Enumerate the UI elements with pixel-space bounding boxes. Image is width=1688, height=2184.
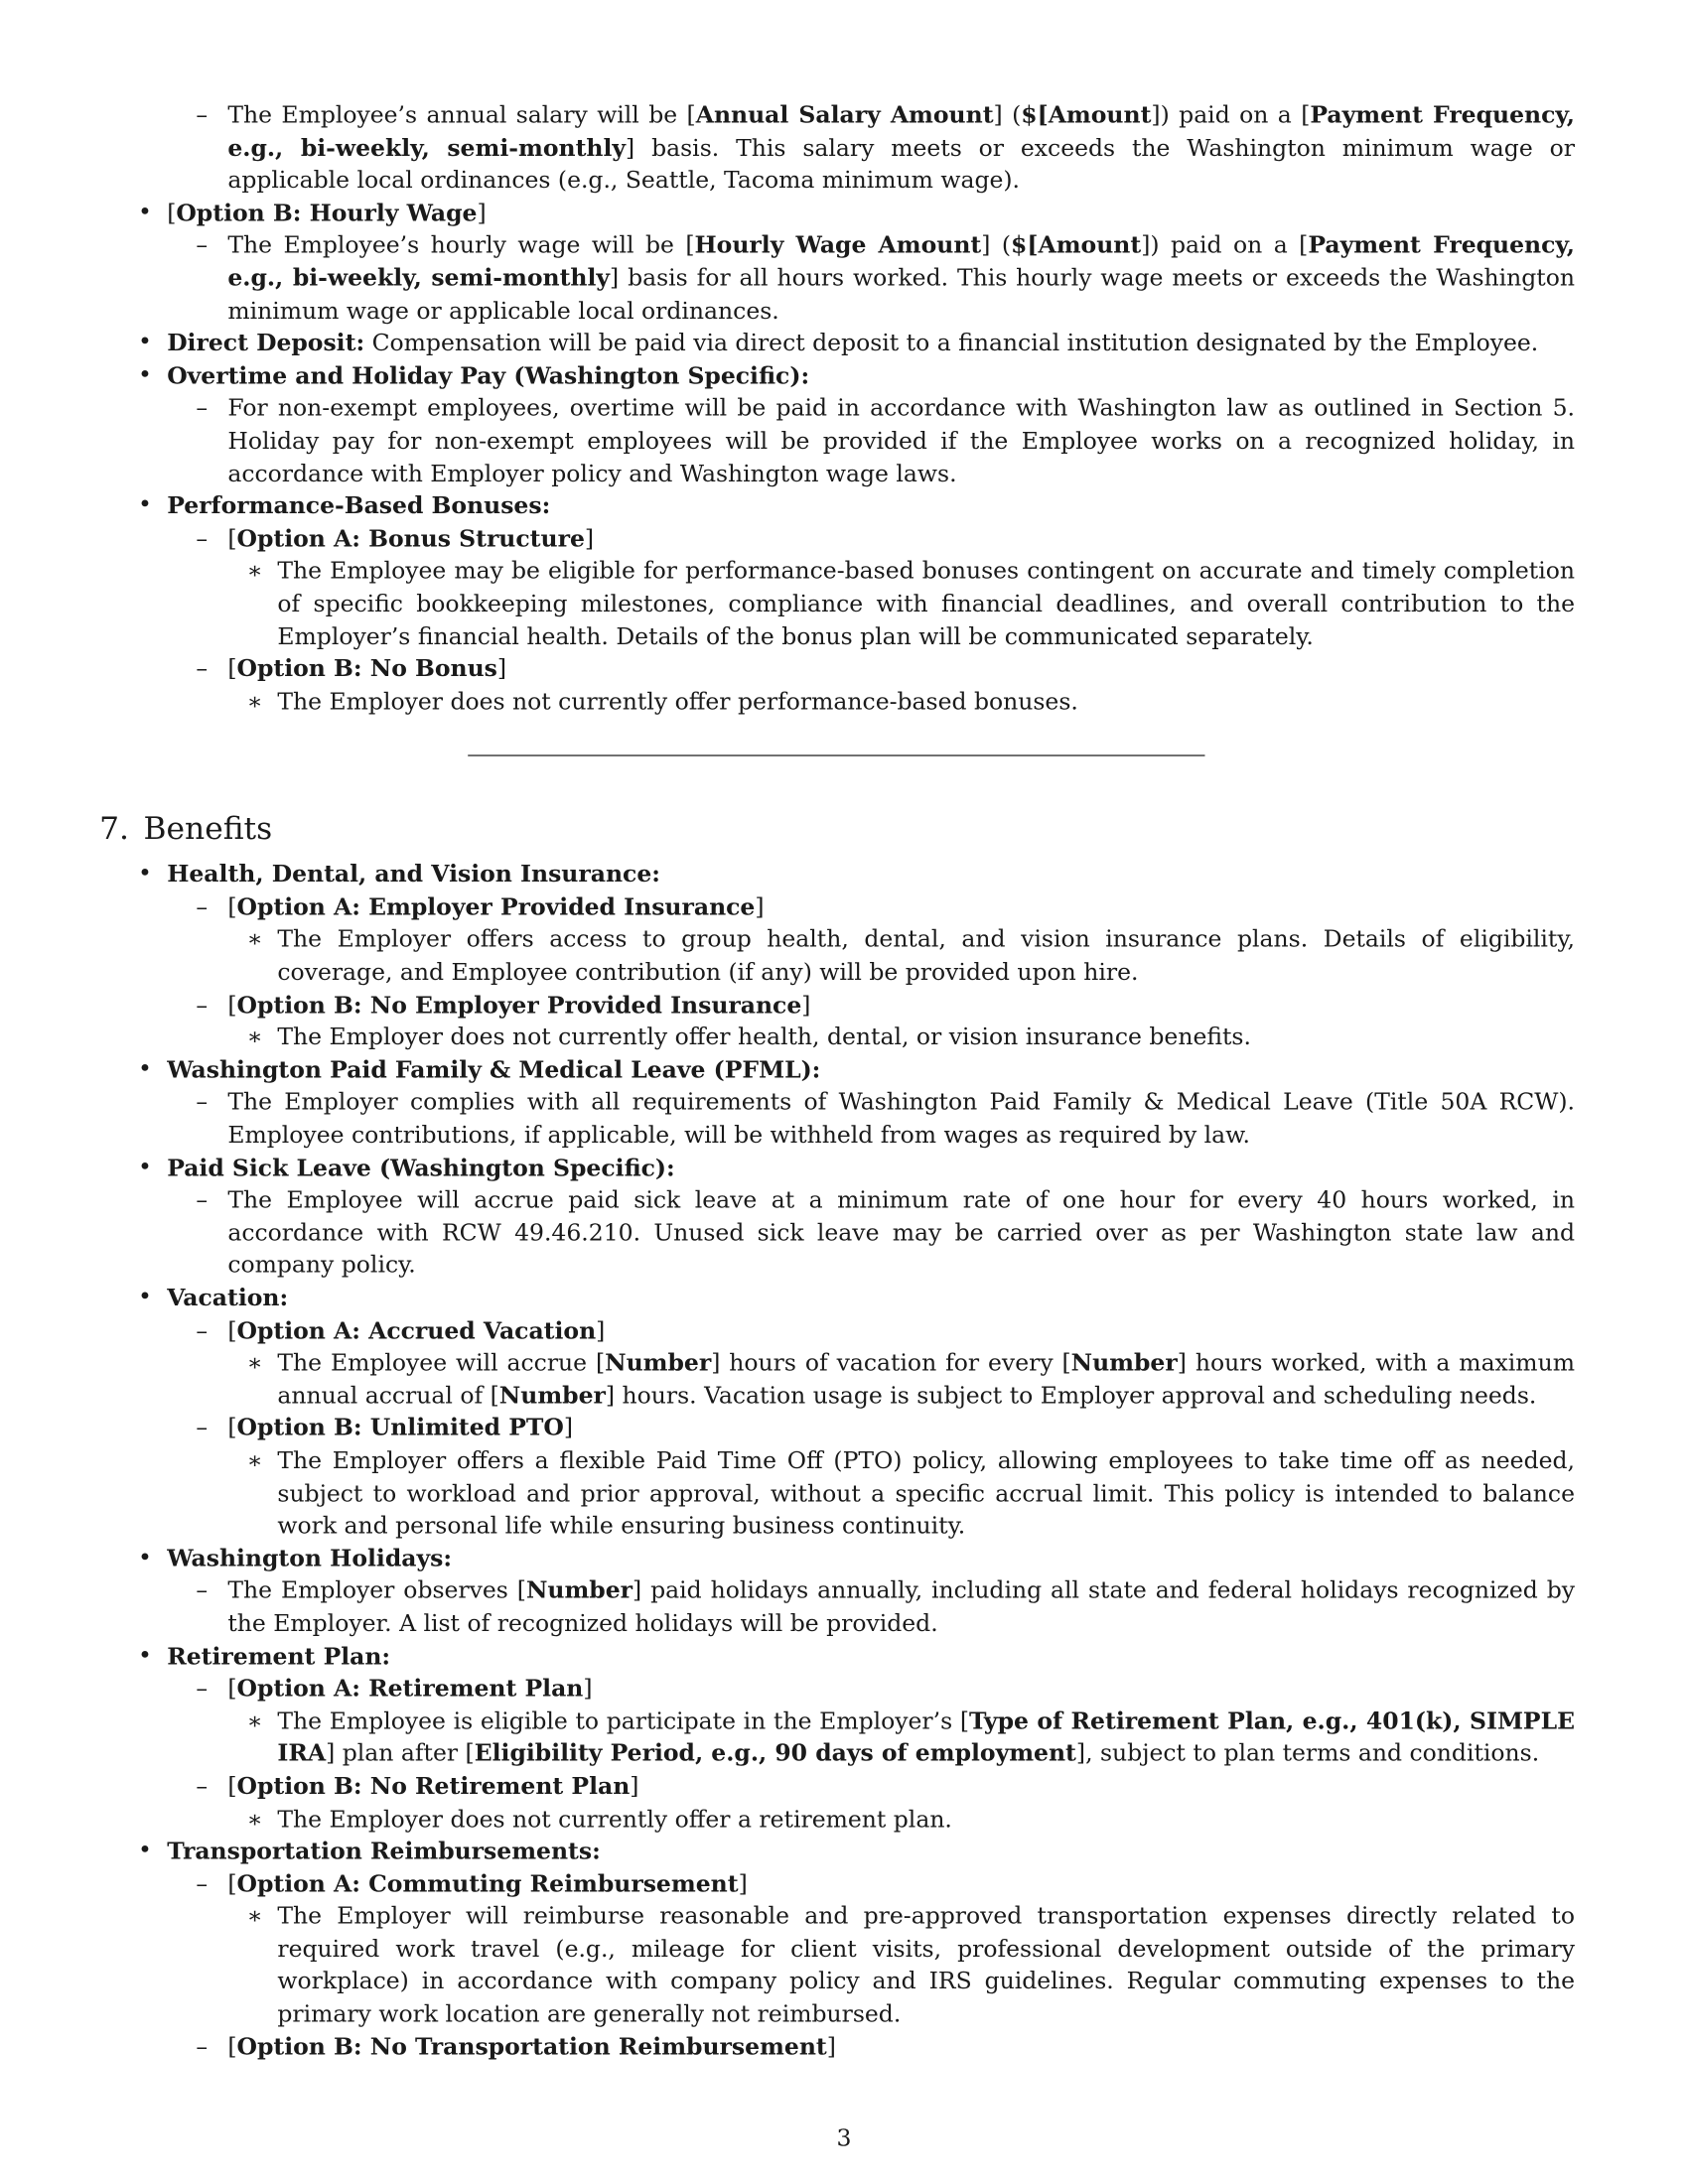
compensation-list-continued xyxy=(0,99,1688,718)
item-text xyxy=(167,1054,1575,1087)
sub-sub-item xyxy=(246,1900,1575,2030)
item-text xyxy=(277,1803,1575,1836)
sub-sub-item xyxy=(246,1706,1575,1771)
sub-sub-item xyxy=(246,1803,1575,1836)
item-text xyxy=(227,522,1575,555)
list-marker: • xyxy=(138,198,152,226)
list-marker: – xyxy=(196,2031,209,2060)
bold-text: Option A: Commuting Reimbursement xyxy=(236,1869,739,1897)
list-marker: • xyxy=(138,1544,152,1571)
sub-sub-item xyxy=(246,685,1575,718)
sub-item xyxy=(196,891,1575,924)
bold-text: Annual Salary Amount xyxy=(695,100,994,129)
bullet-item xyxy=(138,490,1575,523)
sub-item xyxy=(196,2031,1575,2064)
bold-text: Option B: No Retirement Plan xyxy=(236,1771,631,1800)
bold-text: Type of Retirement Plan, e.g., 401(k), SIMPLE IRA xyxy=(277,1706,1575,1767)
item-text xyxy=(227,229,1575,327)
text-run: [ xyxy=(227,1771,237,1800)
sub-item xyxy=(196,653,1575,686)
bullet-item xyxy=(138,328,1575,360)
text-run: ] xyxy=(738,1869,748,1897)
list-marker: – xyxy=(196,1087,209,1116)
text-run: ] hours worked, with a maximum annual accrual of [ xyxy=(277,1348,1575,1409)
item-text xyxy=(277,924,1575,990)
sub-item xyxy=(196,989,1575,1022)
text-run: ] ( xyxy=(981,230,1012,259)
item-text xyxy=(227,1314,1575,1347)
item-text xyxy=(277,1347,1575,1413)
text-run: The Employer will reimburse reasonable and pre-approved transportation expenses directly related to required work travel (e.g., mileage for client visits, professional development outside of the primary workplace) in accordance with company policy and IRS guidelines. Regular commuting expenses to the primary work location are generally not reimbursed. xyxy=(277,1901,1575,2027)
text-run: [ xyxy=(227,1413,237,1441)
bold-text: Transportation Reimbursements: xyxy=(167,1837,601,1865)
bullet-item xyxy=(138,1543,1575,1575)
sub-sub-item xyxy=(246,1022,1575,1054)
bold-text: Direct Deposit: xyxy=(167,329,365,356)
list-marker: – xyxy=(196,1315,209,1344)
item-text xyxy=(227,99,1575,197)
list-marker: – xyxy=(196,990,209,1019)
item-text xyxy=(277,1022,1575,1054)
text-run: ] xyxy=(583,1674,593,1703)
item-text xyxy=(227,2031,1575,2064)
list-marker: • xyxy=(138,1153,152,1181)
sub-item xyxy=(196,229,1575,327)
text-run: ]) paid on a [ xyxy=(1151,100,1311,129)
text-run: ] xyxy=(477,198,487,226)
list-marker: – xyxy=(196,1771,209,1800)
text-run: ] plan after [ xyxy=(326,1738,475,1767)
sub-item xyxy=(196,1412,1575,1444)
item-text xyxy=(277,1706,1575,1771)
text-run: The Employee will accrue paid sick leave at a minimum rate of one hour for every 40 hours worked, in accordance with RCW 49.46.210. Unused sick leave may be carried over as per Washington state law and company policy. xyxy=(227,1185,1575,1279)
horizontal-rule xyxy=(468,755,1204,756)
list-marker: ∗ xyxy=(246,1445,263,1474)
bullet-item xyxy=(138,1282,1575,1314)
bullet-item xyxy=(138,1640,1575,1673)
bold-text: Hourly Wage Amount xyxy=(694,230,982,259)
bold-text: Number xyxy=(498,1381,606,1409)
text-run: ] xyxy=(826,2031,836,2060)
text-run: [ xyxy=(227,653,237,682)
bullet-item xyxy=(138,197,1575,229)
list-marker: • xyxy=(138,860,152,888)
text-run: The Employee’s hourly wage will be [ xyxy=(227,230,695,259)
text-run: The Employee will accrue [ xyxy=(277,1348,606,1377)
bold-text: Number xyxy=(605,1348,712,1377)
bullet-item xyxy=(138,859,1575,891)
list-marker: – xyxy=(196,523,209,552)
text-run: The Employer does not currently offer performance-based bonuses. xyxy=(277,686,1078,715)
bullet-item xyxy=(138,1836,1575,1868)
sub-item xyxy=(196,1184,1575,1282)
text-run: The Employer does not currently offer a retirement plan. xyxy=(277,1804,952,1833)
text-run: ]) paid on a [ xyxy=(1141,230,1309,259)
bold-text: Washington Holidays: xyxy=(167,1544,453,1571)
text-run: ] basis. This salary meets or exceeds the Washington minimum wage or applicable local ordinances (e.g., Seattle, Tacoma minimum wage). xyxy=(227,133,1575,194)
list-marker: – xyxy=(196,1869,209,1897)
item-text xyxy=(227,1574,1575,1640)
text-run: ] xyxy=(801,990,811,1019)
list-marker: ∗ xyxy=(246,686,263,715)
bold-text: Option B: Hourly Wage xyxy=(176,198,478,226)
bold-text: Eligibility Period, e.g., 90 days of employment xyxy=(474,1738,1076,1767)
bold-text: Performance-Based Bonuses: xyxy=(167,491,551,519)
text-run: ], subject to plan terms and conditions. xyxy=(1075,1738,1540,1767)
item-text xyxy=(277,1444,1575,1542)
sub-item xyxy=(196,392,1575,489)
text-run: The Employee may be eligible for performance-based bonuses contingent on accurate and timely completion of specific bookkeeping milestones, compliance with financial deadlines, and overall contribution to the Employer’s financial health. Details of the bonus plan will be communicated separately. xyxy=(277,556,1575,649)
item-text xyxy=(277,685,1575,718)
bold-text: Option B: No Transportation Reimbursement xyxy=(236,2031,827,2060)
item-text xyxy=(167,328,1575,360)
list-marker: • xyxy=(138,1283,152,1311)
bold-text: Payment Frequency, e.g., bi-weekly, semi-monthly xyxy=(227,100,1575,162)
list-marker: – xyxy=(196,230,209,259)
text-run: The Employee is eligible to participate in the Employer’s [ xyxy=(277,1706,970,1734)
sub-item xyxy=(196,1574,1575,1640)
list-marker: • xyxy=(138,1641,152,1670)
page-number: 3 xyxy=(836,2123,852,2152)
sub-sub-item xyxy=(246,555,1575,652)
bold-text: Option A: Employer Provided Insurance xyxy=(236,892,756,920)
sub-sub-item xyxy=(246,1347,1575,1413)
item-text xyxy=(167,1152,1575,1184)
bold-text: Retirement Plan: xyxy=(167,1641,391,1670)
text-run: ] xyxy=(563,1413,574,1441)
text-run: [ xyxy=(227,1315,237,1344)
item-text xyxy=(227,1412,1575,1444)
item-text xyxy=(167,490,1575,523)
sub-item xyxy=(196,1087,1575,1153)
item-text xyxy=(277,1900,1575,2030)
section-divider xyxy=(0,718,1688,800)
text-run: ] hours of vacation for every [ xyxy=(711,1348,1071,1377)
list-marker: – xyxy=(196,653,209,682)
list-marker: ∗ xyxy=(246,1804,263,1833)
bold-text: Option B: No Bonus xyxy=(236,653,497,682)
item-text xyxy=(227,1184,1575,1282)
item-text xyxy=(167,359,1575,392)
list-marker: ∗ xyxy=(246,1348,263,1377)
sub-item xyxy=(196,99,1575,197)
item-text xyxy=(227,1868,1575,1901)
item-text xyxy=(277,555,1575,652)
bold-text: Overtime and Holiday Pay (Washington Specific): xyxy=(167,360,810,389)
list-marker: ∗ xyxy=(246,1023,263,1051)
sub-item xyxy=(196,1673,1575,1706)
bold-text: Option B: Unlimited PTO xyxy=(236,1413,564,1441)
item-text xyxy=(167,1836,1575,1868)
list-marker: – xyxy=(196,100,209,129)
item-text xyxy=(167,197,1575,229)
list-marker: – xyxy=(196,892,209,920)
list-marker: • xyxy=(138,1055,152,1083)
text-run: ] paid holidays annually, including all state and federal holidays recognized by the Employer. A list of recognized holidays will be provided. xyxy=(227,1575,1575,1637)
list-marker: ∗ xyxy=(246,1706,263,1734)
list-marker: – xyxy=(196,393,209,422)
item-text xyxy=(167,1543,1575,1575)
list-marker: – xyxy=(196,1185,209,1214)
sub-item xyxy=(196,1314,1575,1347)
list-marker: • xyxy=(138,491,152,519)
bold-text: $[Amount xyxy=(1011,230,1142,259)
item-text xyxy=(227,891,1575,924)
bold-text: Option A: Accrued Vacation xyxy=(236,1315,597,1344)
benefits-list xyxy=(0,859,1688,2063)
list-marker: – xyxy=(196,1674,209,1703)
sub-sub-item xyxy=(246,1444,1575,1542)
text-run: ] xyxy=(630,1771,639,1800)
text-run: [ xyxy=(227,1869,237,1897)
bold-text: Option B: No Employer Provided Insurance xyxy=(236,990,802,1019)
bold-text: Washington Paid Family & Medical Leave (PFML): xyxy=(167,1055,821,1083)
text-run: The Employer does not currently offer health, dental, or vision insurance benefits. xyxy=(277,1023,1251,1051)
item-text xyxy=(167,859,1575,891)
bold-text: Number xyxy=(1070,1348,1178,1377)
item-text xyxy=(227,989,1575,1022)
text-run: The Employer offers a flexible Paid Time Off (PTO) policy, allowing employees to take time off as needed, subject to workload and prior approval, without a specific accrual limit. This policy is intended to balance work and personal life while ensuring business continuity. xyxy=(277,1445,1575,1540)
text-run: The Employer offers access to group health, dental, and vision insurance plans. Details of eligibility, coverage, and Employee contribution (if any) will be provided upon hire. xyxy=(277,924,1575,986)
bold-text: Option A: Retirement Plan xyxy=(236,1674,584,1703)
bullet-item xyxy=(138,359,1575,392)
text-run: ] xyxy=(596,1315,606,1344)
text-run: ] xyxy=(496,653,507,682)
section-title: Benefits xyxy=(143,811,273,848)
text-run: The Employer complies with all requirements of Washington Paid Family & Medical Leave (Title 50A RCW). Employee contributions, if applicable, will be withheld from wages as required by law. xyxy=(227,1087,1575,1149)
bullet-item xyxy=(138,1152,1575,1184)
list-marker: ∗ xyxy=(246,556,263,585)
list-marker: • xyxy=(138,1837,152,1865)
sub-sub-item xyxy=(246,924,1575,990)
text-run: ] hours. Vacation usage is subject to Employer approval and scheduling needs. xyxy=(605,1381,1537,1409)
text-run: [ xyxy=(227,2031,237,2060)
item-text xyxy=(227,392,1575,489)
page-content xyxy=(0,99,1688,2063)
section-number: 7. xyxy=(99,811,129,848)
list-marker: ∗ xyxy=(246,924,263,953)
bold-text: Number xyxy=(525,1575,633,1604)
text-run: ] xyxy=(584,523,595,552)
item-text xyxy=(227,1087,1575,1153)
sub-item xyxy=(196,1770,1575,1803)
text-run: The Employer observes [ xyxy=(227,1575,526,1604)
bullet-item xyxy=(138,1054,1575,1087)
item-text xyxy=(227,1770,1575,1803)
bold-text: Payment Frequency, e.g., bi-weekly, semi-monthly xyxy=(227,230,1575,292)
list-marker: – xyxy=(196,1413,209,1441)
text-run: Compensation will be paid via direct deposit to a financial institution designated by the Employee. xyxy=(364,329,1539,356)
text-run: [ xyxy=(227,892,237,920)
section-heading-benefits xyxy=(99,801,1688,859)
item-text xyxy=(167,1640,1575,1673)
bold-text: Paid Sick Leave (Washington Specific): xyxy=(167,1153,675,1181)
text-run: [ xyxy=(227,990,237,1019)
text-run: [ xyxy=(167,198,177,226)
list-marker: • xyxy=(138,360,152,389)
text-run: ] basis for all hours worked. This hourly wage meets or exceeds the Washington minimum wage or applicable local ordinances. xyxy=(227,263,1575,325)
bold-text: Option A: Bonus Structure xyxy=(236,523,585,552)
text-run: ] ( xyxy=(993,100,1022,129)
item-text xyxy=(227,1673,1575,1706)
text-run: [ xyxy=(227,523,237,552)
list-marker: ∗ xyxy=(246,1901,263,1930)
bold-text: $[Amount xyxy=(1021,100,1152,129)
text-run: For non-exempt employees, overtime will be paid in accordance with Washington law as outlined in Section 5. Holiday pay for non-exempt employees will be provided if the Employee works on a recognized holiday, in accordance with Employer policy and Washington wage laws. xyxy=(227,393,1575,487)
text-run: The Employee’s annual salary will be [ xyxy=(227,100,696,129)
bold-text: Vacation: xyxy=(167,1283,289,1311)
text-run: ] xyxy=(755,892,765,920)
list-marker: – xyxy=(196,1575,209,1604)
item-text xyxy=(167,1282,1575,1314)
sub-item xyxy=(196,1868,1575,1901)
bold-text: Health, Dental, and Vision Insurance: xyxy=(167,860,660,888)
sub-item xyxy=(196,522,1575,555)
list-marker: • xyxy=(138,329,152,356)
text-run: [ xyxy=(227,1674,237,1703)
item-text xyxy=(227,653,1575,686)
